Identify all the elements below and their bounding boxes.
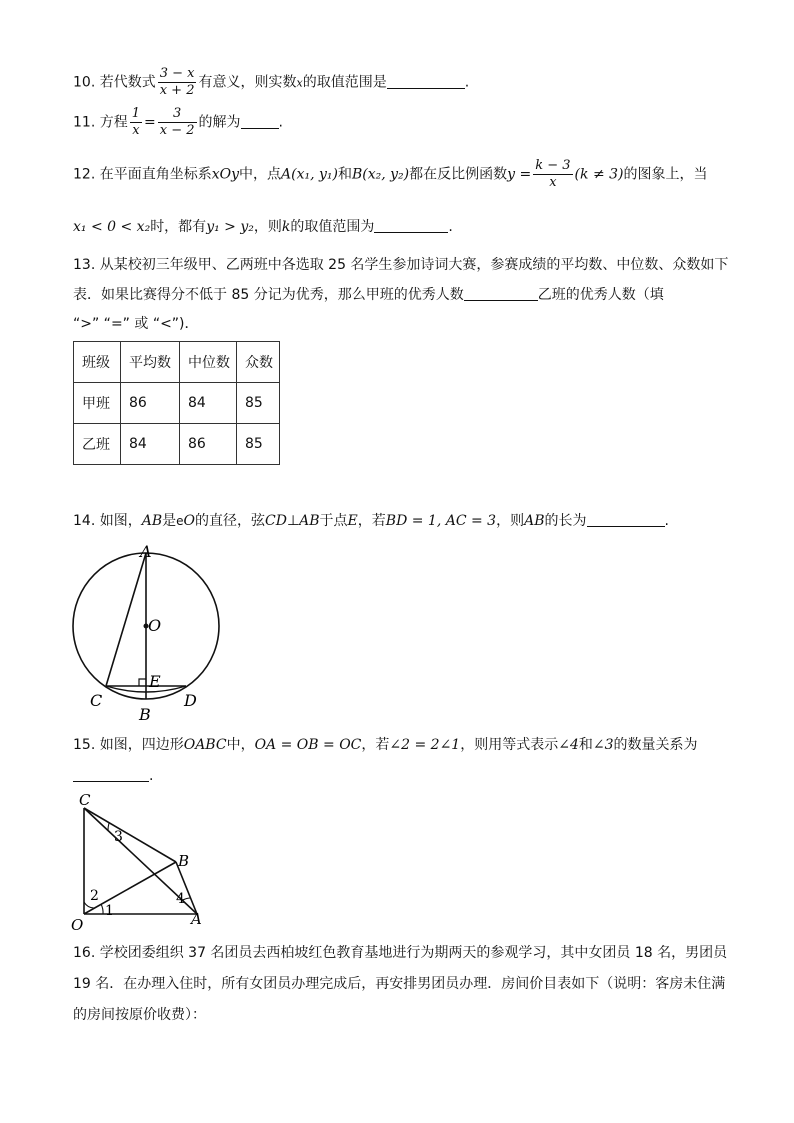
segment: AB xyxy=(524,513,545,529)
fraction-denominator: x − 2 xyxy=(159,123,195,138)
question-text: 有意义，则实数 xyxy=(198,74,297,91)
label-angle-2: 2 xyxy=(90,888,99,904)
point: E xyxy=(347,513,358,529)
table-header: 众数 xyxy=(237,342,280,383)
question-text: 和 xyxy=(578,737,593,753)
label-a: A xyxy=(191,910,202,928)
fraction-numerator: 3 − x xyxy=(159,66,195,81)
chord-ac xyxy=(106,553,146,686)
condition: OA = OB = OC xyxy=(254,737,362,753)
perp-symbol: ⊥ xyxy=(286,513,300,529)
question-text: 如图， xyxy=(99,513,142,529)
angle: ∠4 xyxy=(558,737,579,753)
condition: BD = 1, AC = 3 xyxy=(385,513,497,529)
question-text: ，则 xyxy=(496,513,525,529)
question-text: 的长为 xyxy=(544,513,587,529)
table-header: 班级 xyxy=(74,342,121,383)
question-text: 在平面直角坐标系 xyxy=(99,166,212,183)
circle-figure xyxy=(60,540,240,726)
question-16-line-3 xyxy=(73,1005,206,1025)
condition: x₁ < 0 < x₂ xyxy=(73,219,151,235)
period: . xyxy=(149,768,154,784)
question-text: 的解为 xyxy=(198,114,241,131)
table-cell: 86 xyxy=(180,424,237,465)
label-angle-1: 1 xyxy=(105,903,114,919)
question-12-line-1 xyxy=(73,158,708,191)
label-d: D xyxy=(184,691,197,710)
fraction-numerator: 3 xyxy=(158,106,197,123)
fraction xyxy=(130,106,142,139)
label-b: B xyxy=(178,852,190,870)
question-text: 乙班的优秀人数（填 xyxy=(537,287,664,303)
question-number: 15. xyxy=(73,737,96,753)
label-o: O xyxy=(71,916,84,934)
table-cell: 85 xyxy=(237,383,280,424)
question-text: 的图象上，当 xyxy=(623,166,708,183)
table-cell: 85 xyxy=(237,424,280,465)
fraction-denominator: x xyxy=(132,123,140,138)
condition: (k ≠ 3) xyxy=(574,166,624,183)
fraction-numerator: k − 3 xyxy=(535,158,571,173)
question-15-line-2 xyxy=(73,766,153,786)
table-cell: 84 xyxy=(121,424,180,465)
table-cell: 84 xyxy=(180,383,237,424)
period: . xyxy=(448,219,453,235)
fraction-numerator: 1 xyxy=(131,106,140,121)
question-13-line-2 xyxy=(73,285,664,305)
segment: CD xyxy=(265,513,287,529)
fraction-denominator: x + 2 xyxy=(159,83,195,98)
table-row xyxy=(74,383,280,424)
question-number: 13. xyxy=(73,257,96,273)
variable: x xyxy=(296,76,303,90)
table-header: 平均数 xyxy=(121,342,180,383)
circle-symbol: e xyxy=(176,514,184,528)
answer-blank[interactable] xyxy=(73,767,149,782)
question-text: 中，点 xyxy=(239,166,282,183)
label-o: O xyxy=(148,616,162,635)
question-number: 11. xyxy=(73,114,96,131)
right-angle-mark xyxy=(139,679,146,686)
table-header-row xyxy=(74,342,280,383)
answer-blank[interactable] xyxy=(241,114,279,129)
question-10 xyxy=(73,66,469,99)
question-number: 14. xyxy=(73,513,96,529)
score-table xyxy=(73,341,280,465)
question-14 xyxy=(73,511,669,531)
question-text: 从某校初三年级甲、乙两班中各选取 25 名学生参加诗词大赛，参赛成绩的平均数、中位数、众数如下 xyxy=(99,257,729,273)
question-text: 的房间按原价收费）： xyxy=(73,1007,206,1023)
question-number: 10. xyxy=(73,74,96,91)
quadrilateral: OABC xyxy=(183,737,227,753)
answer-blank[interactable] xyxy=(374,218,448,233)
label-b: B xyxy=(139,705,151,724)
question-text: 中， xyxy=(226,737,255,753)
quadrilateral-figure xyxy=(65,790,215,935)
angle-relation: ∠2 = 2∠1 xyxy=(389,737,461,753)
angle: ∠3 xyxy=(592,737,614,753)
point-a: A(x₁, y₁) xyxy=(281,166,338,183)
fraction xyxy=(158,66,197,99)
question-text: 方程 xyxy=(99,114,128,131)
question-16-line-2 xyxy=(73,974,725,994)
coordinate-system: xOy xyxy=(211,166,240,183)
segment: AB xyxy=(299,513,320,529)
label-c: C xyxy=(79,791,91,809)
variable: k xyxy=(281,219,291,235)
period: . xyxy=(664,513,669,529)
question-text: 于点 xyxy=(319,513,348,529)
question-text: 时，都有 xyxy=(150,219,207,235)
question-text: 的取值范围是 xyxy=(302,74,387,91)
question-text: 和 xyxy=(337,166,352,183)
label-c: C xyxy=(90,691,103,710)
question-text: ，则 xyxy=(253,219,282,235)
segment: AB xyxy=(141,513,163,529)
question-text: 若代数式 xyxy=(99,74,156,91)
inequality: y₁ > y₂ xyxy=(206,219,254,235)
point-b: B(x₂, y₂) xyxy=(351,166,410,183)
table-cell: 86 xyxy=(121,383,180,424)
fraction xyxy=(158,106,197,139)
answer-blank[interactable] xyxy=(387,74,465,89)
side-cb xyxy=(84,808,176,862)
question-13-line-3 xyxy=(73,314,199,334)
question-15-line-1 xyxy=(73,735,698,755)
fraction xyxy=(533,158,572,191)
label-angle-3: 3 xyxy=(114,829,123,845)
table-cell: 乙班 xyxy=(74,424,121,465)
period: . xyxy=(464,74,470,91)
label-e: E xyxy=(149,672,161,691)
question-text: 如图，四边形 xyxy=(99,737,184,753)
question-16-line-1 xyxy=(73,943,727,963)
question-number: 12. xyxy=(73,166,96,183)
question-13-line-1 xyxy=(73,255,728,275)
period: . xyxy=(278,114,283,131)
question-number: 16. xyxy=(73,945,96,961)
angle-3-arc xyxy=(108,823,109,831)
question-text: ，若 xyxy=(357,513,386,529)
table-cell: 甲班 xyxy=(74,383,121,424)
answer-blank[interactable] xyxy=(464,286,538,301)
table-row xyxy=(74,424,280,465)
point: O xyxy=(183,513,195,529)
label-angle-4: 4 xyxy=(176,891,185,907)
question-text: 的直径，弦 xyxy=(195,513,265,529)
question-text: 都在反比例函数 xyxy=(409,166,508,183)
question-12-line-2 xyxy=(73,217,453,237)
equals-sign: = xyxy=(144,114,156,131)
table-header: 中位数 xyxy=(180,342,237,383)
question-text: 表．如果比赛得分不低于 85 分记为优秀，那么甲班的优秀人数 xyxy=(73,287,464,303)
question-text: 的取值范围为 xyxy=(290,219,375,235)
question-11 xyxy=(73,106,283,139)
question-text: 的数量关系为 xyxy=(613,737,698,753)
answer-blank[interactable] xyxy=(587,512,665,527)
angle-1-arc xyxy=(101,904,103,914)
question-text: 学校团委组织 37 名团员去西柏坡红色教育基地进行为期两天的参观学习，其中女团员 18 名，男团员 xyxy=(99,945,728,961)
question-text: 是 xyxy=(162,513,177,529)
question-text: ，则用等式表示 xyxy=(460,737,559,753)
function-lhs: y = xyxy=(507,166,532,183)
question-text: 19 名．在办理入住时，所有女团员办理完成后，再安排男团员办理．房间价目表如下（说明：客房未住满 xyxy=(73,976,726,992)
question-text: ，若 xyxy=(361,737,390,753)
label-a: A xyxy=(140,542,152,561)
fraction-denominator: x xyxy=(549,175,557,190)
question-text: “>” “=” 或 “<”)． xyxy=(73,316,199,332)
